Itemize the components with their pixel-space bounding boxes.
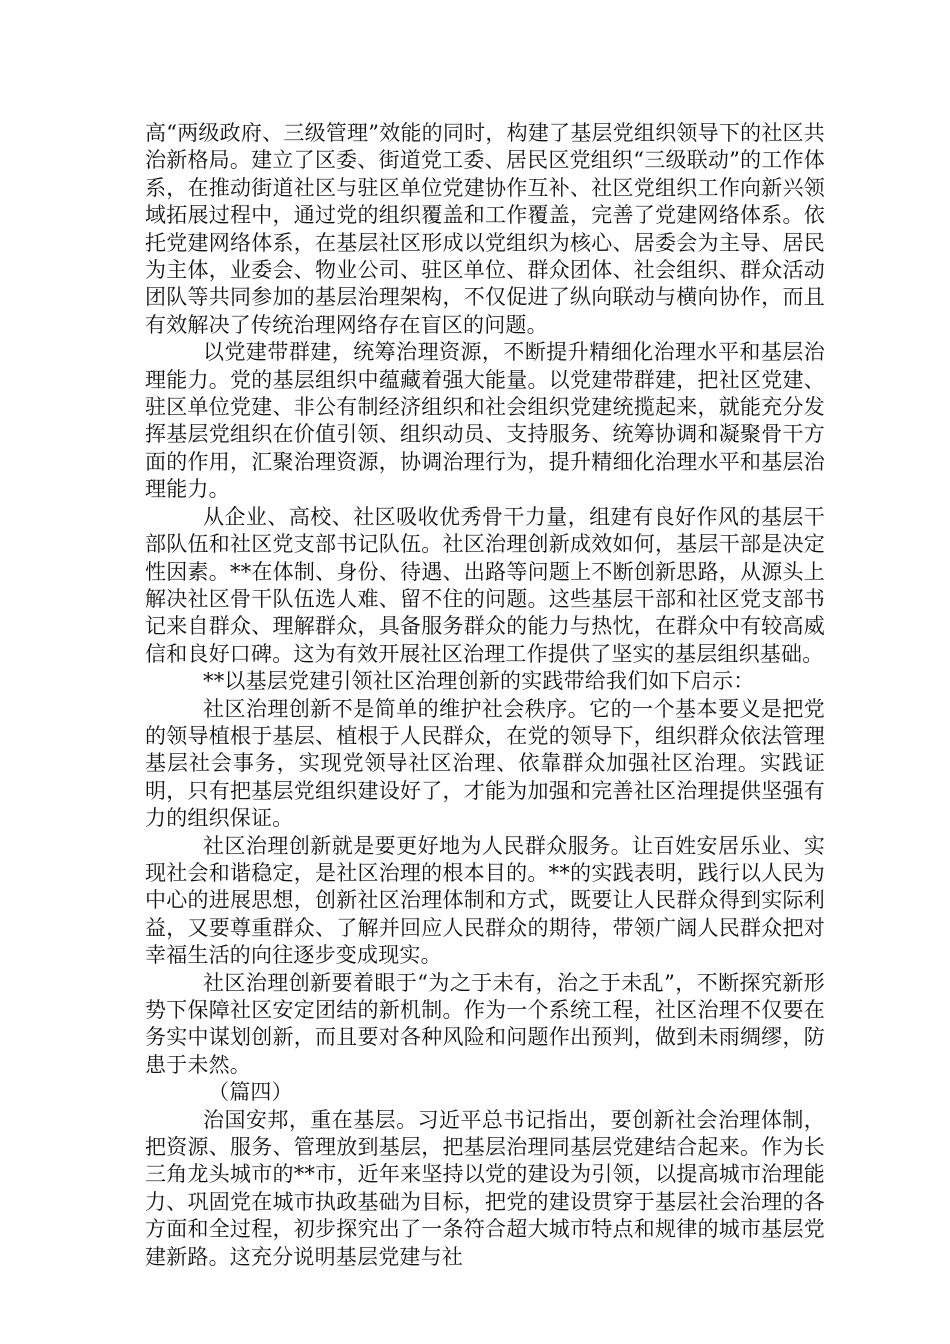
paragraph-prevention: 社区治理创新要着眼于“为之于未有，治之于未乱”，不断探究新形势下保障社区安定团结的新机制。作为一个系统工程，社区治理不仅要在务实中谋划创新，而且要对各种风险和问题作出预判，做到未雨绸缪，防患于未然。 (145, 970, 825, 1077)
paragraph-inspiration-intro: **以基层党建引领社区治理创新的实践带给我们如下启示： (203, 669, 755, 694)
section-heading-part-four: （篇四） (208, 1080, 293, 1105)
paragraph-not-simple-order: 社区治理创新不是简单的维护社会秩序。它的一个基本要义是把党的领导植根于基层、植根于人民群众，在党的领导下，组织群众依法管理基层社会事务，实现党领导社区治理、依靠群众加强社区治理。实践证明，只有把基层党组织建设好了，才能为加强和完善社区治理提供坚强有力的组织保证。 (145, 696, 825, 831)
document-body (145, 120, 825, 1271)
paragraph-governance-basis: 治国安邦，重在基层。习近平总书记指出，要创新社会治理体制，把资源、服务、管理放到基层，把基层治理同基层党建结合起来。作为长三角龙头城市的**市，近年来坚持以党的建设为引领，以提高城市治理能力、巩固党在城市执政基础为目标，把党的建设贯穿于基层社会治理的各方面和全过程，初步探究出了一条符合超大城市特点和规律的城市基层党建新路。这充分说明基层党建与社 (145, 1107, 825, 1269)
paragraph-serve-people: 社区治理创新就是要更好地为人民群众服务。让百姓安居乐业、实现社会和谐稳定，是社区治理的根本目的。**的实践表明，践行以人民为中心的进展思想，创新社区治理体制和方式，既要让人民群众得到实际利益，又要尊重群众、了解并回应人民群众的期待，带领广阔人民群众把对幸福生活的向往逐步变成现实。 (145, 833, 825, 968)
paragraph-cadre-team: 从企业、高校、社区吸收优秀骨干力量，组建有良好作风的基层干部队伍和社区党支部书记队伍。社区治理创新成效如何，基层干部是决定性因素。**在体制、身份、待遇、出路等问题上不断创新思路，从源头上解决社区骨干队伍选人难、留不住的问题。这些基层干部和社区党支部书记来自群众、理解群众，具备服务群众的能力与热忱，在群众中有较高威信和良好口碑。这为有效开展社区治理工作提供了坚实的基层组织基础。 (145, 504, 825, 666)
paragraph-party-building-resources: 以党建带群建，统筹治理资源，不断提升精细化治理水平和基层治理能力。党的基层组织中蕴藏着强大能量。以党建带群建，把社区党建、驻区单位党建、非公有制经济组织和社会组织党建统揽起来，就能充分发挥基层党组织在价值引领、组织动员、支持服务、统筹协调和凝聚骨干方面的作用，汇聚治理资源，协调治理行为，提升精细化治理水平和基层治理能力。 (145, 340, 825, 502)
paragraph-continuation: 高“两级政府、三级管理”效能的同时，构建了基层党组织领导下的社区共治新格局。建立了区委、街道党工委、居民区党组织“三级联动”的工作体系，在推动街道社区与驻区单位党建协作互补、社区党组织工作向新兴领域拓展过程中，通过党的组织覆盖和工作覆盖，完善了党建网络体系。依托党建网络体系，在基层社区形成以党组织为核心、居委会为主导、居民为主体，业委会、物业公司、驻区单位、群众团体、社会组织、群众活动团队等共同参加的基层治理架构，不仅促进了纵向联动与横向协作，而且有效解决了传统治理网络存在盲区的问题。 (145, 121, 825, 337)
